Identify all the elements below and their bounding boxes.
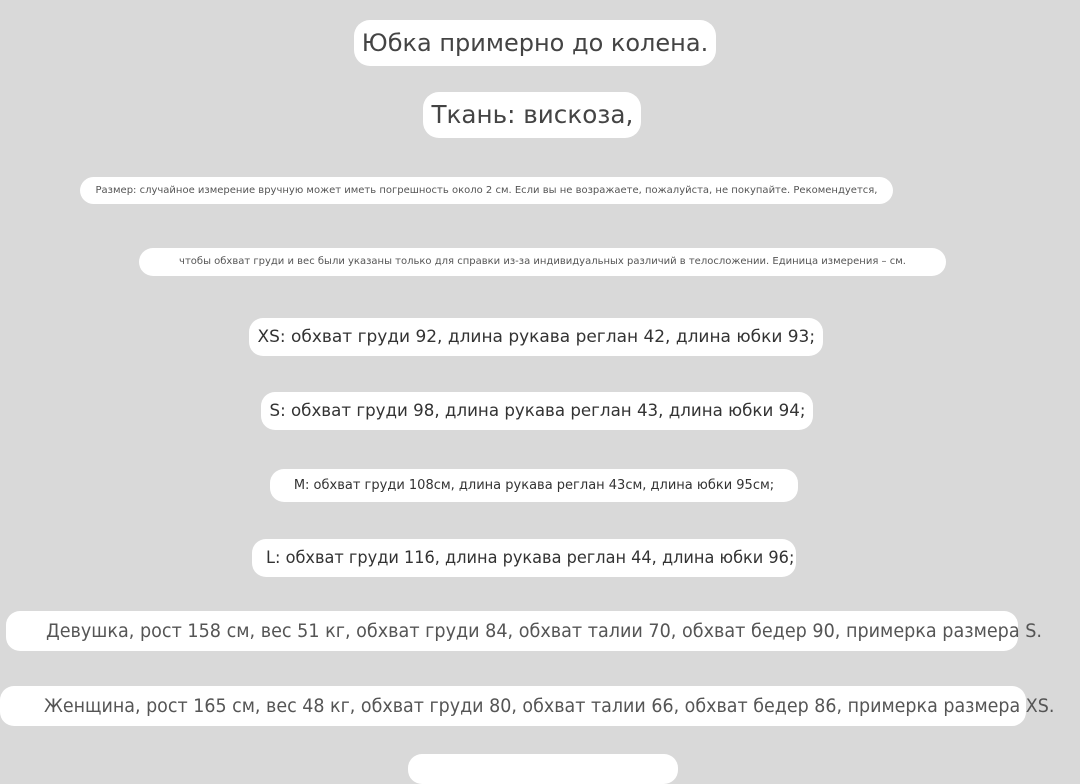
fabric-line (423, 92, 641, 138)
fabric-text: Ткань: вискоза, (431, 100, 633, 129)
title-line (354, 20, 716, 66)
size-l-line (252, 539, 796, 577)
size-note-line-2 (139, 248, 946, 276)
size-m-text: M: обхват груди 108см, длина рукава реглан 43см, длина юбки 95см; (293, 478, 775, 493)
size-s-text: S: обхват груди 98, длина рукава реглан 43, длина юбки 94; (269, 401, 805, 421)
size-m-line (270, 469, 798, 502)
model-woman-line (0, 686, 1055, 726)
title-text: Юбка примерно до колена. (361, 29, 709, 57)
size-xs-text: XS: обхват груди 92, длина рукава реглан 42, длина юбки 93; (257, 327, 815, 347)
size-note-line-1 (80, 177, 893, 204)
size-l-text: L: обхват груди 116, длина рукава реглан 44, длина юбки 96; (266, 548, 795, 568)
size-note-text-1: Размер: случайное измерение вручную может иметь погрешность около 2 см. Если вы не возражаете, пожалуйста, не покупайте. Рекомендуется, (95, 185, 878, 196)
size-note-text-2: чтобы обхват груди и вес были указаны только для справки из-за индивидуальных различий в телосложении. Единица измерения – см. (179, 256, 906, 267)
model-girl-text: Девушка, рост 158 см, вес 51 кг, обхват груди 84, обхват талии 70, обхват бедер 90, примерка размера S. (45, 620, 1042, 642)
model-woman-text: Женщина, рост 165 см, вес 48 кг, обхват груди 80, обхват талии 66, обхват бедер 86, примерка размера XS. (43, 695, 1055, 717)
model-girl-line (6, 611, 1042, 651)
partial-bubble (408, 754, 678, 784)
size-xs-line (249, 318, 823, 356)
size-s-line (261, 392, 813, 430)
